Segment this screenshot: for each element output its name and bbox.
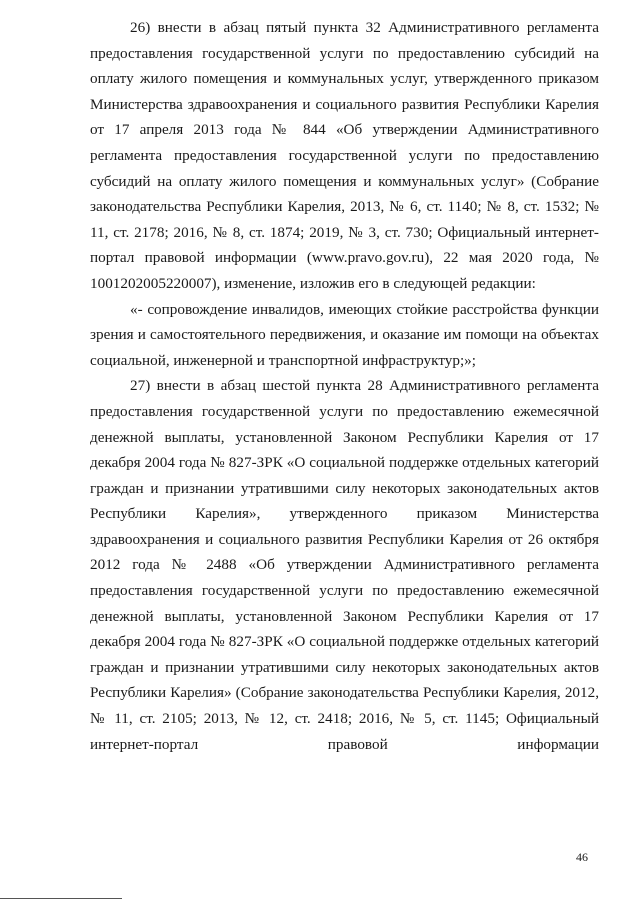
paragraph-27: 27) внести в абзац шестой пункта 28 Административного регламента предоставления государственной услуги по предоставлению ежемесячной денежной выплаты, установленной Законом Республики Карелия от 17 декабря 2004 года № 827-ЗРК «О социальной поддержке отдельных категорий граждан и признании утратившими силу некоторых законодательных актов Республики Карелия», утвержденного приказом Министерства здравоохранения и социального развития Республики Карелия от 26 октября 2012 года № 2488 «Об утверждении Административного регламента предоставления государственной услуги по предоставлению ежемесячной денежной выплаты, установленной Законом Республики Карелия от 17 декабря 2004 года № 827-ЗРК «О социальной поддержке отдельных категорий граждан и признании утратившими силу некоторых законодательных актов Республики Карелия» (Собрание законодательства Республики Карелия, 2012, № 11, ст. 2105; 2013, № 12, ст. 2418; 2016, № 5, ст. 1145; Официальный интернет-портал правовой информации [90,377,599,753]
paragraph-26: 26) внести в абзац пятый пункта 32 Административного регламента предоставления государственной услуги по предоставлению субсидий на оплату жилого помещения и коммунальных услуг, утвержденного приказом Министерства здравоохранения и социального развития Республики Карелия от 17 апреля 2013 года № 844 «Об утверждении Административного регламента предоставления государственной услуги по предоставлению субсидий на оплату жилого помещения и коммунальных услуг» (Собрание законодательства Республики Карелия, 2013, № 6, ст. 1140; № 8, ст. 1532; № 11, ст. 2178; 2016, № 8, ст. 1874; 2019, № 3, ст. 730; Официальный интернет-портал правовой информации (www.pravo.gov.ru), 22 мая 2020 года, № 1001202005220007), изменение, изложив его в следующей редакции: [90,19,599,292]
document-body [90,15,599,757]
paragraph-26-quote: «- сопровождение инвалидов, имеющих стойкие расстройства функции зрения и самостоятельного передвижения, и оказание им помощи на объектах социальной, инженерной и транспортной инфраструктур;»; [90,300,599,369]
footer-rule [0,898,122,899]
page-number: 46 [576,850,588,864]
